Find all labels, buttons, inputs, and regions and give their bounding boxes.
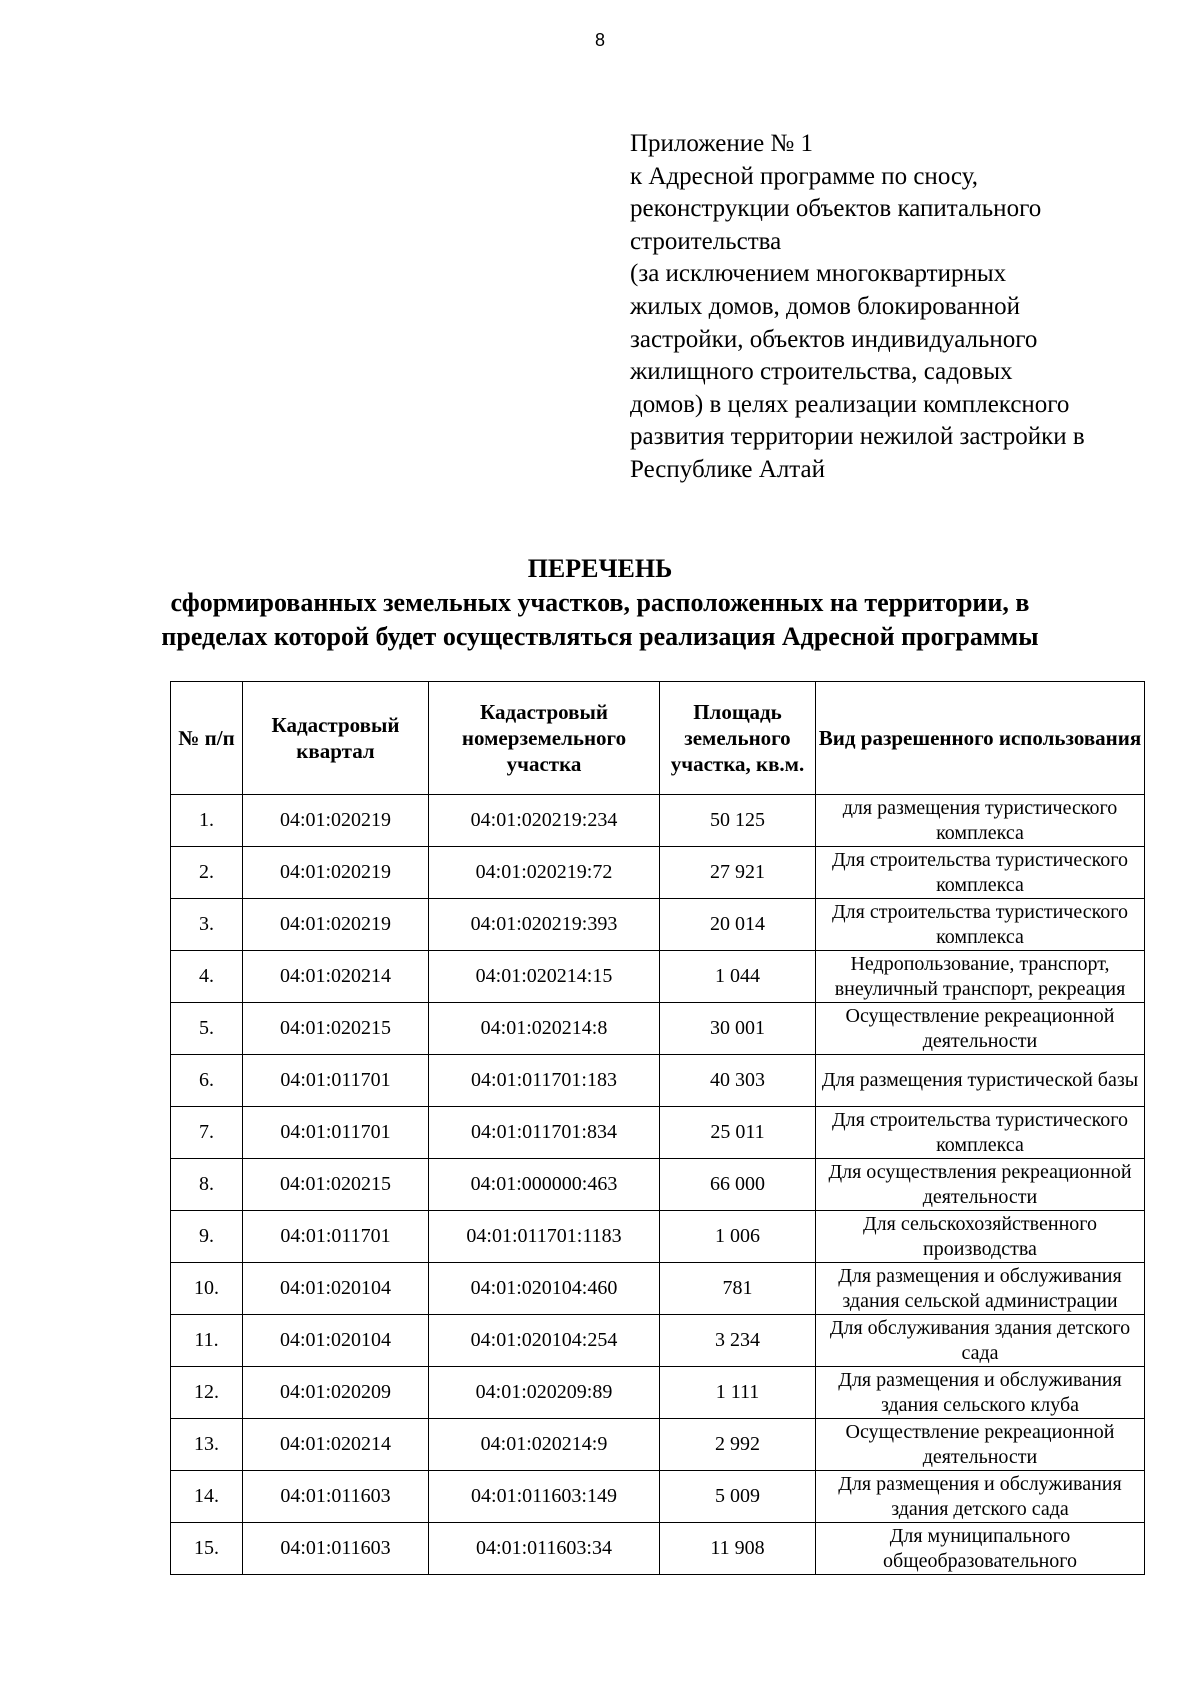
- cell-num: 10.: [171, 1263, 243, 1315]
- appendix-line: жилищного строительства, садовых: [630, 358, 1013, 386]
- table-row: [171, 795, 1145, 847]
- cell-area: 66 000: [660, 1159, 816, 1211]
- cell-num: 6.: [171, 1055, 243, 1107]
- table-row: [171, 951, 1145, 1003]
- cell-area: 1 111: [660, 1367, 816, 1419]
- appendix-line: застройки, объектов индивидуального: [630, 325, 1038, 353]
- cell-quarter: 04:01:011603: [243, 1471, 429, 1523]
- cell-usage: Для размещения туристической базы: [816, 1055, 1145, 1107]
- cell-cad: 04:01:020104:254: [429, 1315, 660, 1367]
- cell-usage: Для сельскохозяйственного производства: [816, 1211, 1145, 1263]
- cell-quarter: 04:01:020215: [243, 1159, 429, 1211]
- appendix-line: строительства: [630, 227, 782, 255]
- cell-cad: 04:01:020214:15: [429, 951, 660, 1003]
- cell-quarter: 04:01:020215: [243, 1003, 429, 1055]
- header-quarter: Кадастровый квартал: [243, 682, 429, 795]
- cell-cad: 04:01:000000:463: [429, 1159, 660, 1211]
- cell-area: 2 992: [660, 1419, 816, 1471]
- table-row: [171, 1419, 1145, 1471]
- cell-usage: Для муниципального общеобразовательного: [816, 1523, 1145, 1575]
- title-line: пределах которой будет осуществляться реализация Адресной программы: [161, 622, 1039, 651]
- appendix-line: домов) в целях реализации комплексного: [630, 390, 1070, 418]
- cell-cad: 04:01:011701:183: [429, 1055, 660, 1107]
- land-plots-table: [170, 681, 1145, 1575]
- cell-num: 7.: [171, 1107, 243, 1159]
- cell-quarter: 04:01:011701: [243, 1055, 429, 1107]
- cell-usage: Для осуществления рекреационной деятельности: [816, 1159, 1145, 1211]
- cell-quarter: 04:01:020214: [243, 1419, 429, 1471]
- cell-num: 1.: [171, 795, 243, 847]
- cell-area: 27 921: [660, 847, 816, 899]
- cell-cad: 04:01:011701:834: [429, 1107, 660, 1159]
- cell-area: 50 125: [660, 795, 816, 847]
- cell-usage: Для строительства туристического комплекса: [816, 899, 1145, 951]
- header-usage: Вид разрешенного использования: [816, 682, 1145, 795]
- cell-num: 9.: [171, 1211, 243, 1263]
- cell-quarter: 04:01:020214: [243, 951, 429, 1003]
- cell-num: 4.: [171, 951, 243, 1003]
- table-row: [171, 847, 1145, 899]
- appendix-note: [630, 128, 1175, 487]
- table-row: [171, 899, 1145, 951]
- cell-cad: 04:01:020214:9: [429, 1419, 660, 1471]
- header-num: № п/п: [171, 682, 243, 795]
- table-row: [171, 1263, 1145, 1315]
- cell-area: 1 006: [660, 1211, 816, 1263]
- cell-quarter: 04:01:020219: [243, 795, 429, 847]
- cell-cad: 04:01:020219:72: [429, 847, 660, 899]
- cell-quarter: 04:01:020104: [243, 1263, 429, 1315]
- cell-num: 5.: [171, 1003, 243, 1055]
- page-number: 8: [594, 30, 605, 50]
- cell-usage: Для размещения и обслуживания здания детского сада: [816, 1471, 1145, 1523]
- cell-num: 3.: [171, 899, 243, 951]
- cell-area: 30 001: [660, 1003, 816, 1055]
- cell-quarter: 04:01:011701: [243, 1211, 429, 1263]
- cell-area: 40 303: [660, 1055, 816, 1107]
- table-row: [171, 1107, 1145, 1159]
- cell-usage: Для строительства туристического комплекса: [816, 1107, 1145, 1159]
- cell-cad: 04:01:020209:89: [429, 1367, 660, 1419]
- appendix-line: жилых домов, домов блокированной: [630, 292, 1020, 320]
- cell-cad: 04:01:011701:1183: [429, 1211, 660, 1263]
- cell-cad: 04:01:020219:393: [429, 899, 660, 951]
- appendix-line: (за исключением многоквартирных: [630, 260, 1007, 288]
- cell-quarter: 04:01:020209: [243, 1367, 429, 1419]
- table-row: [171, 1211, 1145, 1263]
- cell-area: 20 014: [660, 899, 816, 951]
- cell-quarter: 04:01:020219: [243, 899, 429, 951]
- cell-cad: 04:01:020104:460: [429, 1263, 660, 1315]
- cell-area: 1 044: [660, 951, 816, 1003]
- table-header-row: [171, 682, 1145, 795]
- cell-num: 11.: [171, 1315, 243, 1367]
- cell-quarter: 04:01:011701: [243, 1107, 429, 1159]
- appendix-line: к Адресной программе по сносу,: [630, 162, 978, 190]
- cell-usage: Недропользование, транспорт, внеуличный транспорт, рекреация: [816, 951, 1145, 1003]
- header-area: Площадь земельного участка, кв.м.: [660, 682, 816, 795]
- table-row: [171, 1471, 1145, 1523]
- cell-usage: Для строительства туристического комплекса: [816, 847, 1145, 899]
- cell-num: 2.: [171, 847, 243, 899]
- cell-num: 12.: [171, 1367, 243, 1419]
- cell-usage: Для размещения и обслуживания здания сельской администрации: [816, 1263, 1145, 1315]
- cell-usage: Осуществление рекреационной деятельности: [816, 1003, 1145, 1055]
- appendix-line: Республике Алтай: [630, 455, 825, 483]
- cell-area: 11 908: [660, 1523, 816, 1575]
- cell-area: 5 009: [660, 1471, 816, 1523]
- cell-cad: 04:01:011603:149: [429, 1471, 660, 1523]
- title-main: ПЕРЕЧЕНЬ: [527, 554, 673, 583]
- cell-usage: Для размещения и обслуживания здания сельского клуба: [816, 1367, 1145, 1419]
- cell-usage: Осуществление рекреационной деятельности: [816, 1419, 1145, 1471]
- cell-area: 25 011: [660, 1107, 816, 1159]
- cell-num: 8.: [171, 1159, 243, 1211]
- cell-cad: 04:01:020214:8: [429, 1003, 660, 1055]
- cell-cad: 04:01:020219:234: [429, 795, 660, 847]
- cell-num: 14.: [171, 1471, 243, 1523]
- cell-num: 13.: [171, 1419, 243, 1471]
- cell-quarter: 04:01:020104: [243, 1315, 429, 1367]
- cell-num: 15.: [171, 1523, 243, 1575]
- document-title: [150, 552, 1050, 654]
- cell-quarter: 04:01:011603: [243, 1523, 429, 1575]
- table-row: [171, 1003, 1145, 1055]
- header-cad-number: Кадастровый номерземельного участка: [429, 682, 660, 795]
- title-line: сформированных земельных участков, расположенных на территории, в: [170, 588, 1030, 617]
- cell-area: 3 234: [660, 1315, 816, 1367]
- cell-quarter: 04:01:020219: [243, 847, 429, 899]
- table-row: [171, 1315, 1145, 1367]
- cell-usage: для размещения туристического комплекса: [816, 795, 1145, 847]
- cell-usage: Для обслуживания здания детского сада: [816, 1315, 1145, 1367]
- table-row: [171, 1159, 1145, 1211]
- appendix-line: Приложение № 1: [630, 130, 814, 157]
- appendix-line: развития территории нежилой застройки в: [630, 423, 1085, 451]
- table-row: [171, 1523, 1145, 1575]
- table-row: [171, 1367, 1145, 1419]
- cell-area: 781: [660, 1263, 816, 1315]
- appendix-line: реконструкции объектов капитального: [630, 195, 1042, 223]
- cell-cad: 04:01:011603:34: [429, 1523, 660, 1575]
- table-row: [171, 1055, 1145, 1107]
